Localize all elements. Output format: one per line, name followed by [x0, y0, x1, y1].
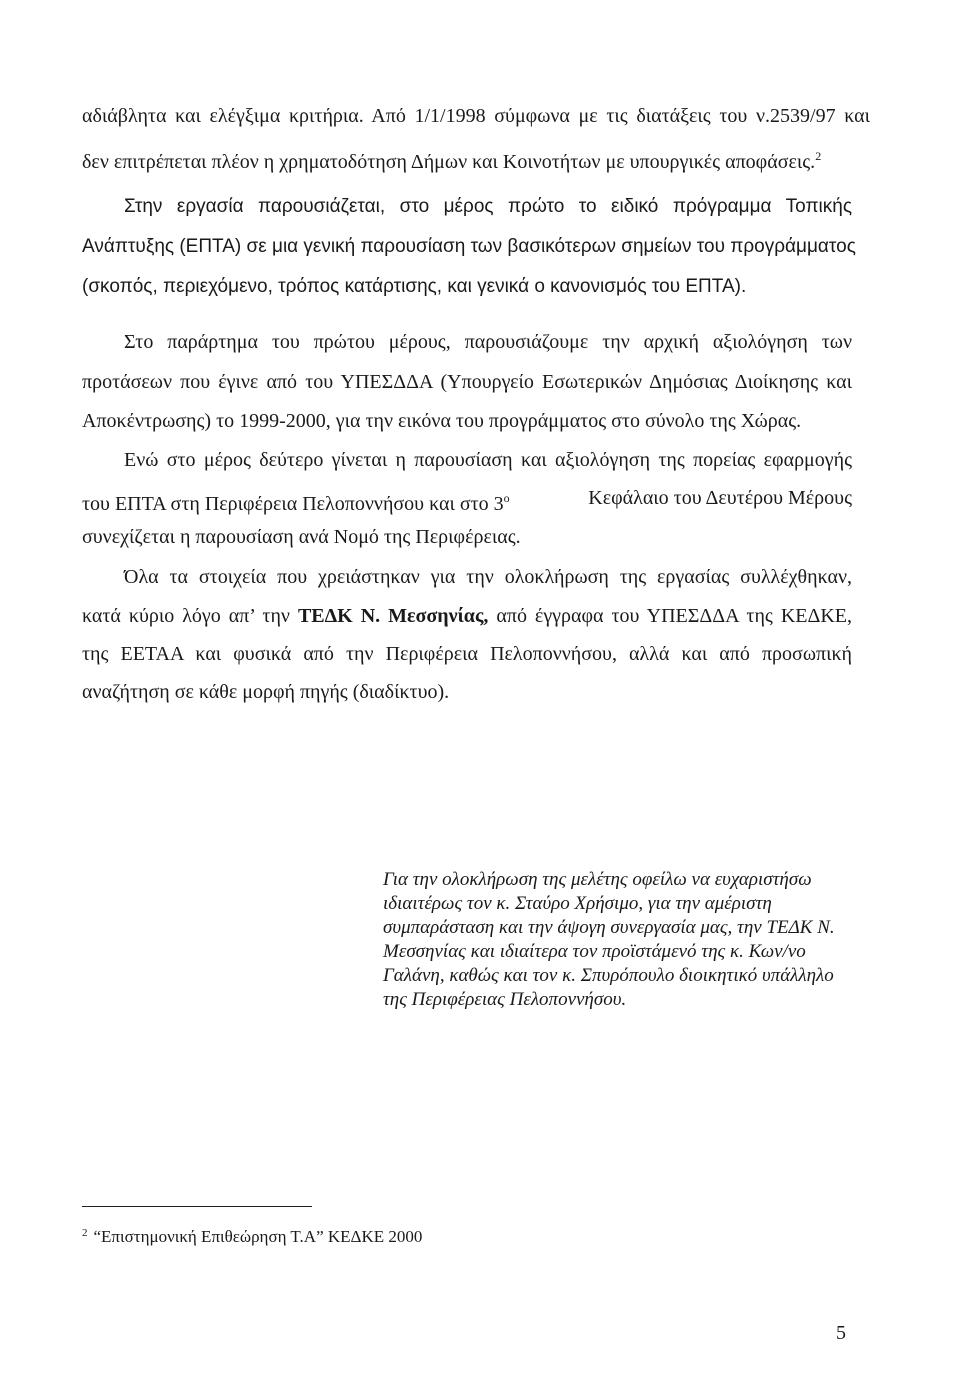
bold-organization: ΤΕΔΚ Ν. Μεσσηνίας,	[297, 605, 489, 627]
footnote-reference: 2	[815, 149, 822, 163]
paragraph-line: αδιάβλητα και ελέγξιμα κριτήρια. Από 1/1/1998 σύμφωνα με τις διατάξεις του ν.2539/97 και	[82, 105, 870, 127]
acknowledgement-line: Γαλάνη, καθώς και τον κ. Σπυρόπουλο διοικητικό υπάλληλο	[383, 965, 834, 986]
paragraph-text: δεν επιτρέπεται πλέον η χρηματοδότηση Δήμων και Κοινοτήτων με υπουργικές αποφάσεις.	[82, 151, 816, 173]
paragraph-line	[82, 144, 821, 174]
paragraph-line: Ανάπτυξης (ΕΠΤΑ) σε μια γενική παρουσίαση των βασικότερων σημείων του προγράμματος	[82, 236, 856, 257]
paragraph-line: Στο παράρτημα του πρώτου μέρους, παρουσιάζουμε την αρχική αξιολόγηση των	[124, 331, 852, 353]
paragraph-line: της ΕΕΤΑΑ και φυσικά από την Περιφέρεια Πελοποννήσου, αλλά και από προσωπική	[82, 643, 852, 665]
acknowledgement-line: Μεσσηνίας και ιδιαίτερα τον προϊστάμενό της κ. Κων/νο	[383, 941, 806, 962]
acknowledgement-line: της Περιφέρειας Πελοποννήσου.	[383, 989, 627, 1010]
paragraph-text: του ΕΠΤΑ στη Περιφέρεια Πελοποννήσου και στο $3^o$	[82, 491, 510, 515]
paragraph-line: Ενώ στο μέρος δεύτερο γίνεται η παρουσίαση και αξιολόγηση της πορείας εφαρμογής	[124, 449, 852, 471]
paragraph-line: Όλα τα στοιχεία που χρειάστηκαν για την ολοκλήρωση της εργασίας συλλέχθηκαν,	[124, 566, 852, 588]
footnote	[82, 1222, 422, 1248]
paragraph-line	[82, 486, 852, 516]
paragraph-line: προτάσεων που έγινε από του ΥΠΕΣΔΔΑ (Υπουργείο Εσωτερικών Δημόσιας Διοίκησης και	[82, 371, 852, 393]
paragraph-line: Στην εργασία παρουσιάζεται, στο μέρος πρώτο το ειδικό πρόγραμμα Τοπικής	[124, 196, 852, 217]
paragraph-line: Αποκέντρωσης) το 1999-2000, για την εικόνα του προγράμματος στο σύνολο της Χώρας.	[82, 410, 802, 432]
paragraph-line: κατά κύριο λόγο απ’ την ΤΕΔΚ Ν. Μεσσηνίας, από έγγραφα του ΥΠΕΣΔΔΑ της ΚΕΔΚΕ,	[82, 605, 852, 627]
footnote-mark: 2	[82, 1227, 88, 1239]
paragraph-text: Κεφάλαιο του Δευτέρου Μέρους	[588, 487, 852, 509]
footnote-separator	[82, 1206, 312, 1207]
acknowledgement-line: συμπαράσταση και την άψογη συνεργασία μας, την ΤΕΔΚ Ν.	[383, 917, 835, 938]
paragraph-line: (σκοπός, περιεχόμενο, τρόπος κατάρτισης, και γενικά ο κανονισμός του ΕΠΤΑ).	[82, 276, 747, 297]
paragraph-line: αναζήτηση σε κάθε μορφή πηγής (διαδίκτυο).	[82, 681, 450, 703]
footnote-text: “Επιστημονική Επιθεώρηση Τ.Α” ΚΕΔΚΕ 2000	[93, 1227, 423, 1246]
ordinal-superscript: ο	[503, 491, 510, 505]
paragraph-line: συνεχίζεται η παρουσίαση ανά Νομό της Περιφέρειας.	[82, 526, 521, 548]
page-number: 5	[836, 1322, 846, 1344]
acknowledgement-line: ιδιαιτέρως τον κ. Σταύρο Χρήσιμο, για την αμέριστη	[383, 893, 772, 914]
acknowledgement-line: Για την ολοκλήρωση της μελέτης οφείλω να ευχαριστήσω	[383, 869, 812, 890]
